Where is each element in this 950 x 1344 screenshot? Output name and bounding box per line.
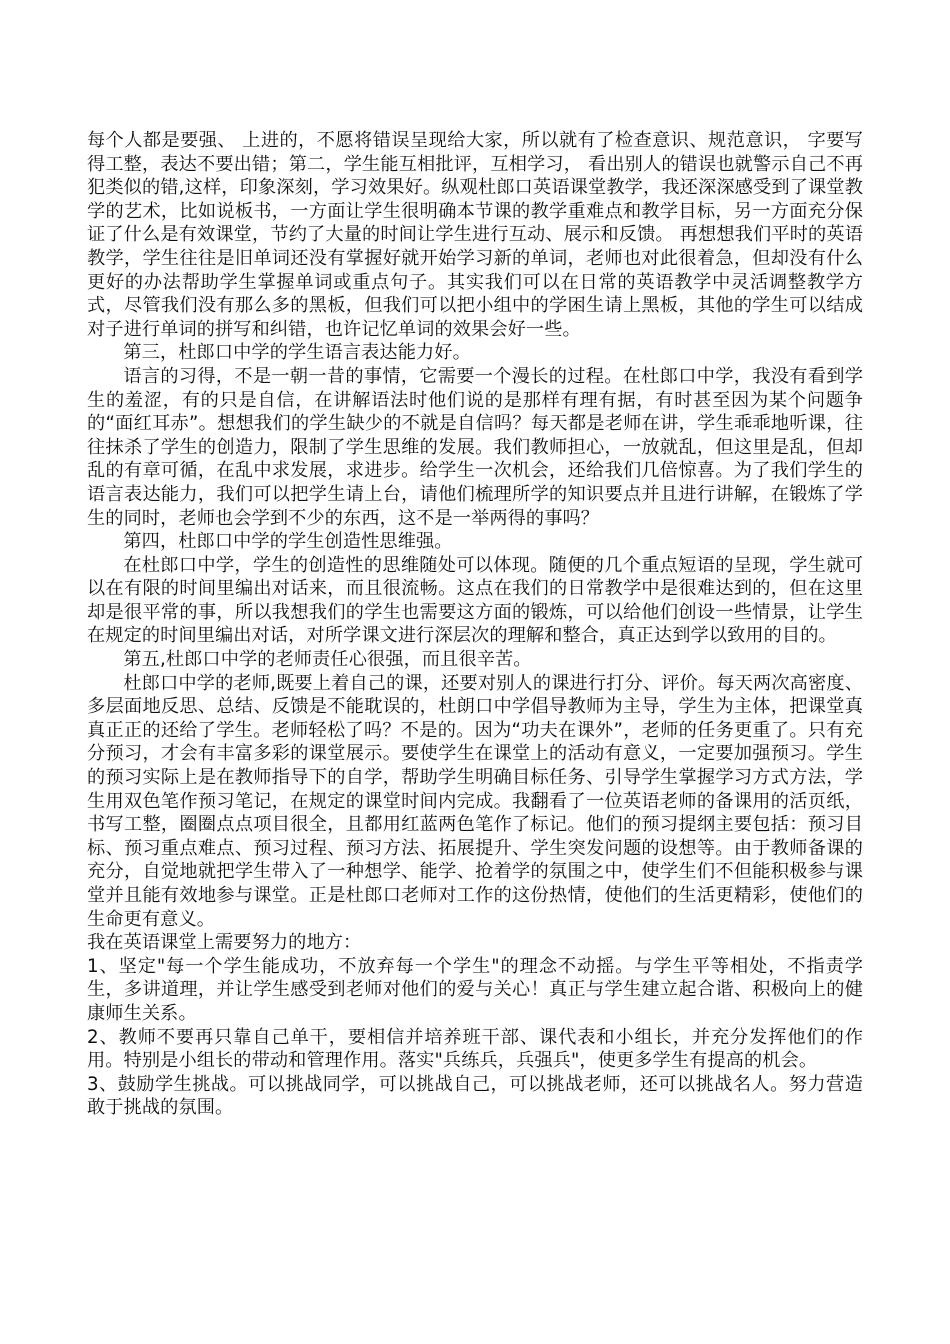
- section-heading-fifth: 第五,杜郎口中学的老师责任心很强，而且很辛苦。: [123, 649, 532, 671]
- list-item: 2、教师不要再只靠自己单干，要相信并培养班干部、课代表和小组长，并充分发挥他们的作用。特别是小组长的带动和管理作用。落实"兵练兵，兵强兵"，使更多学生有提高的机会。: [87, 1026, 863, 1072]
- improvement-heading: 我在英语课堂上需要努力的地方：: [87, 932, 362, 954]
- body-paragraph: 语言的习得，不是一朝一昔的事情，它需要一个漫长的过程。在杜郎口中学，我没有看到学生的羞涩，有的只是自信，在讲解语法时他们说的是那样有理有据，有时甚至因为某个问题争的“面红耳赤”。想想我们的学生缺少的不就是自信吗？每天都是老师在讲，学生乖乖地听课，往往抹杀了学生的创造力，限制了学生思维的发展。我们教师担心，一放就乱，但这里是乱，但却乱的有章可循，在乱中求发展，求进步。给学生一次机会，还给我们几倍惊喜。为了我们学生的语言表达能力，我们可以把学生请上台，请他们梳理所学的知识要点并且进行讲解，在锻炼了学生的同时，老师也会学到不少的东西，这不是一举两得的事吗？: [87, 365, 863, 529]
- document-page: [87, 129, 863, 1120]
- section-heading-fourth: 第四，杜郎口中学的学生创造性思维强。: [123, 531, 453, 553]
- list-item: 3、鼓励学生挑战。可以挑战同学，可以挑战自己，可以挑战老师，还可以挑战名人。努力营造敢于挑战的氛围。: [87, 1073, 863, 1119]
- list-item: 1、坚定"每一个学生能成功，不放弃每一个学生"的理念不动摇。与学生平等相处，不指责学生，多讲道理，并让学生感受到老师对他们的爱与关心！真正与学生建立起合谐、积极向上的健康师生关系。: [87, 955, 863, 1024]
- body-paragraph: 杜郎口中学的老师,既要上着自己的课，还要对别人的课进行打分、评价。每天两次高密度、多层面地反思、总结、反馈是不能耽误的，杜朗口中学倡导教师为主导，学生为主体，把课堂真真正正的还给了学生。老师轻松了吗？不是的。因为“功夫在课外”，老师的任务更重了。只有充分预习，才会有丰富多彩的课堂展示。要使学生在课堂上的活动有意义，一定要加强预习。学生的预习实际上是在教师指导下的自学，帮助学生明确目标任务、引导学生掌握学习方式方法，学生用双色笔作预习笔记，在规定的课堂时间内完成。我翻看了一位英语老师的备课用的活页纸，书写工整，圈圈点点项目很全，且都用红蓝两色笔作了标记。他们的预习提纲主要包括：预习目标、预习重点难点、预习过程、预习方法、拓展提升、学生突发问题的设想等。由于教师备课的充分，自觉地就把学生带入了一种想学、能学、抢着学的氛围之中，使学生们不但能积极参与课堂并且能有效地参与课堂。正是杜郎口老师对工作的这份热情，使他们的生活更精彩，使他们的生命更有意义。: [87, 672, 863, 930]
- section-heading-third: 第三，杜郎口中学的学生语言表达能力好。: [123, 342, 471, 364]
- body-paragraph: 每个人都是要强、 上进的，不愿将错误呈现给大家，所以就有了检查意识、规范意识， 字要写得工整，表达不要出错；第二，学生能互相批评，互相学习， 看出别人的错误也就警示自己不再犯类似的错,这样，印象深刻，学习效果好。纵观杜郎口英语课堂教学，我还深深感受到了课堂教学的艺术，比如说板书，一方面让学生很明确本节课的教学重难点和教学目标，另一方面充分保证了什么是有效课堂，节约了大量的时间让学生进行互动、展示和反馈。 再想想我们平时的英语教学，学生往往是旧单词还没有掌握好就开始学习新的单词，老师也对此很着急，但却没有什么更好的办法帮助学生掌握单词或重点句子。其实我们可以在日常的英语教学中灵活调整教学方式，尽管我们没有那么多的黑板，但我们可以把小组中的学困生请上黑板，其他的学生可以结成对子进行单词的拼写和纠错，也许记忆单词的效果会好一些。: [87, 130, 863, 340]
- body-paragraph: 在杜郎口中学，学生的创造性的思维随处可以体现。随便的几个重点短语的呈现，学生就可以在有限的时间里编出对话来，而且很流畅。这点在我们的日常教学中是很难达到的，但在这里却是很平常的事，所以我想我们的学生也需要这方面的锻炼，可以给他们创设一些情景，让学生在规定的时间里编出对话，对所学课文进行深层次的理解和整合，真正达到学以致用的目的。: [87, 554, 863, 647]
